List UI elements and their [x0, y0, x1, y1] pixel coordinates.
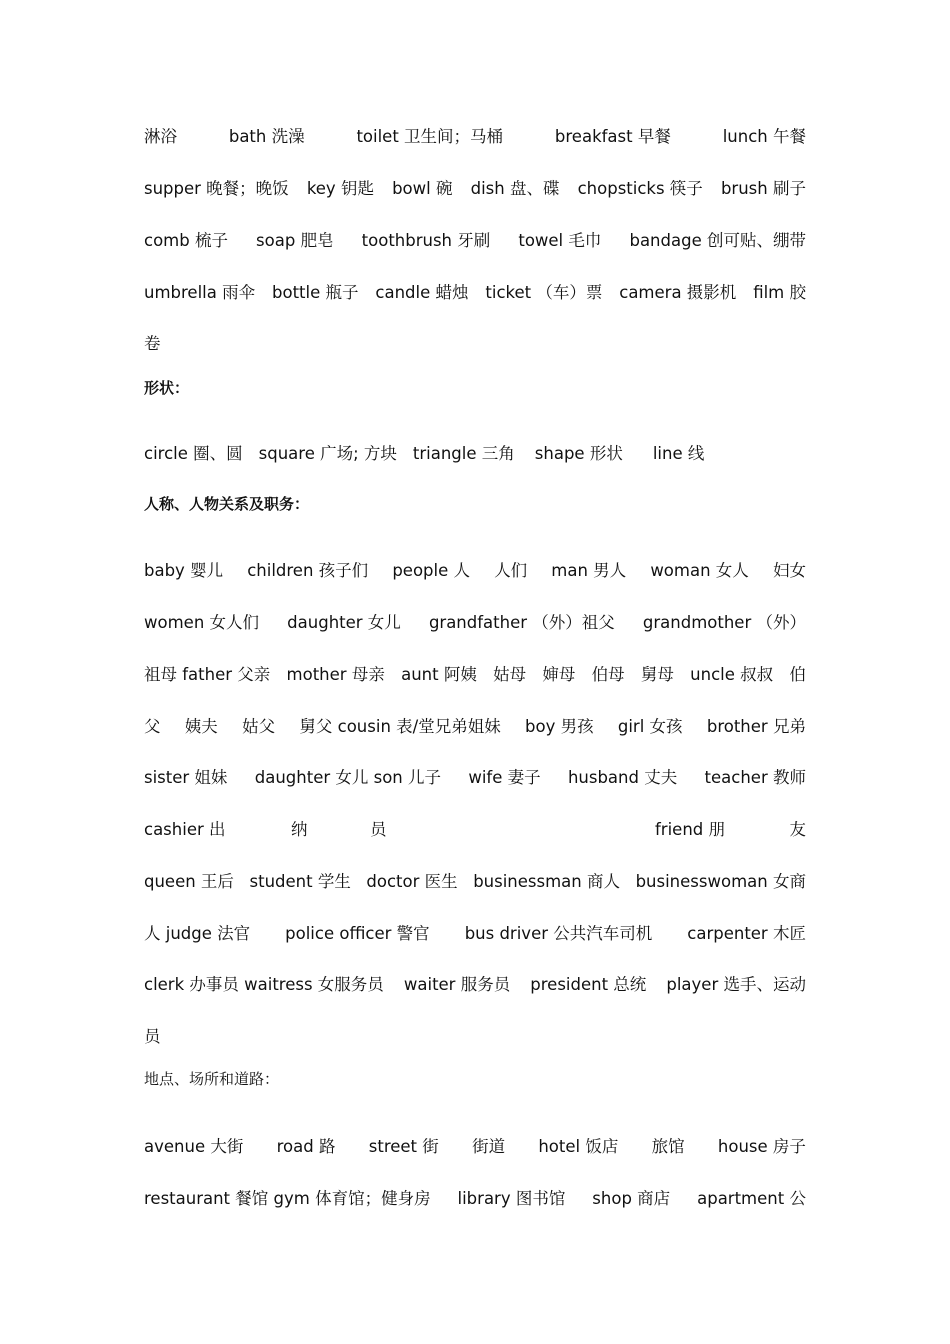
vocab-entry: student 学生 — [249, 872, 351, 891]
vocab-line — [144, 766, 806, 790]
vocab-line — [144, 870, 806, 894]
vocab-entry: key 钥匙 — [306, 179, 374, 198]
vocab-line — [144, 125, 806, 149]
vocab-entry: boy 男孩 — [525, 717, 594, 736]
vocab-entry: toilet 卫生间；马桶 — [356, 127, 504, 146]
vocab-entry: library 图书馆 — [457, 1189, 566, 1208]
vocab-entry: 伯 — [789, 665, 806, 684]
vocab-entry: 纳 — [291, 820, 308, 839]
vocab-entry: wife 妻子 — [468, 768, 541, 787]
vocab-entry: apartment 公 — [697, 1189, 806, 1208]
vocab-entry: bus driver 公共汽车司机 — [464, 924, 653, 943]
vocab-entry: brush 刷子 — [720, 179, 806, 198]
vocab-entry: bottle 瓶子 — [272, 283, 359, 302]
vocab-line — [144, 1187, 806, 1211]
vocab-entry: towel 毛巾 — [518, 231, 602, 250]
vocab-entry: shape 形状 — [534, 444, 623, 463]
vocab-entry: shop 商店 — [592, 1189, 671, 1208]
vocab-entry: queen 王后 — [144, 872, 234, 891]
vocab-entry: square 广场; 方块 — [258, 444, 397, 463]
vocab-entry: waiter 服务员 — [403, 975, 511, 994]
vocab-entry: 妇女 — [772, 561, 806, 580]
vocab-entry: sister 姐妹 — [144, 768, 228, 787]
vocab-entry: 舅母 — [640, 665, 674, 684]
vocab-entry: baby 婴儿 — [144, 561, 224, 580]
vocab-entry: player 选手、运动 — [666, 975, 806, 994]
vocab-entry: daughter 女儿 — [287, 613, 401, 632]
vocab-entry: bandage 创可贴、绷带 — [629, 231, 806, 250]
vocab-entry: 淋浴 — [144, 127, 177, 146]
vocab-line — [144, 442, 806, 466]
vocab-entry: 姑母 — [493, 665, 527, 684]
vocab-entry: dish 盘、碟 — [470, 179, 560, 198]
vocab-entry: 姑父 — [242, 717, 276, 736]
vocab-entry: street 街 — [368, 1137, 439, 1156]
vocab-entry: 人们 — [494, 561, 528, 580]
vocab-entry: grandmother （外） — [642, 613, 806, 632]
vocab-entry: man 男人 — [551, 561, 627, 580]
vocab-entry: 卷 — [144, 334, 161, 353]
vocab-entry: teacher 教师 — [704, 768, 806, 787]
vocab-entry: children 孩子们 — [247, 561, 369, 580]
vocab-entry: breakfast 早餐 — [554, 127, 671, 146]
section-heading-shapes: 形状： — [144, 379, 190, 397]
vocab-line — [144, 1025, 806, 1049]
vocab-entry: mother 母亲 — [286, 665, 385, 684]
vocab-entry: brother 兄弟 — [706, 717, 806, 736]
vocab-line — [144, 177, 806, 201]
vocab-entry: soap 肥皂 — [256, 231, 334, 250]
vocab-line — [144, 715, 806, 739]
vocab-line — [144, 332, 806, 356]
vocab-line — [144, 281, 806, 305]
vocab-entry: hotel 饭店 — [538, 1137, 619, 1156]
vocab-entry: doctor 医生 — [366, 872, 458, 891]
vocab-entry: 街道 — [472, 1137, 506, 1156]
vocab-line — [144, 818, 806, 842]
vocab-line — [144, 973, 806, 997]
vocab-line — [144, 229, 806, 253]
vocab-entry: 人 judge 法官 — [144, 924, 251, 943]
vocab-line — [144, 559, 806, 583]
vocab-entry: house 房子 — [717, 1137, 806, 1156]
vocab-entry: women 女人们 — [144, 613, 260, 632]
vocab-entry: ticket （车）票 — [485, 283, 603, 302]
vocab-entry: aunt 阿姨 — [401, 665, 477, 684]
vocab-entry: restaurant 餐馆 gym 体育馆；健身房 — [144, 1189, 431, 1208]
vocab-line — [144, 663, 806, 687]
vocab-entry: friend 朋 — [655, 820, 726, 839]
vocab-entry: 父 — [144, 717, 161, 736]
vocab-entry: camera 摄影机 — [619, 283, 737, 302]
vocab-entry: woman 女人 — [650, 561, 749, 580]
section-heading-places: 地点、场所和道路： — [144, 1070, 280, 1088]
vocab-entry: triangle 三角 — [412, 444, 515, 463]
vocab-entry: girl 女孩 — [617, 717, 683, 736]
vocab-entry: carpenter 木匠 — [687, 924, 806, 943]
vocab-entry: businesswoman 女商 — [635, 872, 806, 891]
vocab-entry: circle 圈、圆 — [144, 444, 243, 463]
vocab-entry: candle 蜡烛 — [375, 283, 469, 302]
vocab-entry: line 线 — [652, 444, 705, 463]
vocab-entry: umbrella 雨伞 — [144, 283, 256, 302]
vocab-entry: businessman 商人 — [473, 872, 620, 891]
vocab-entry: chopsticks 筷子 — [577, 179, 703, 198]
vocab-entry: 婶母 — [542, 665, 576, 684]
vocab-entry: film 胶 — [753, 283, 806, 302]
vocab-entry: cashier 出 — [144, 820, 226, 839]
vocab-entry: lunch 午餐 — [722, 127, 806, 146]
vocab-entry: uncle 叔叔 — [690, 665, 774, 684]
vocab-line — [144, 1135, 806, 1159]
vocab-entry: police officer 警官 — [285, 924, 430, 943]
vocab-entry: 员 — [370, 820, 387, 839]
vocab-entry: toothbrush 牙刷 — [361, 231, 491, 250]
vocab-entry: daughter 女儿 son 儿子 — [254, 768, 442, 787]
vocab-entry: supper 晚餐；晚饭 — [144, 179, 289, 198]
vocab-entry: people 人 — [392, 561, 470, 580]
vocab-entry: grandfather （外）祖父 — [428, 613, 615, 632]
vocab-entry: 旅馆 — [651, 1137, 685, 1156]
vocab-line — [144, 611, 806, 635]
vocab-entry: 员 — [144, 1027, 161, 1046]
vocab-entry: bowl 碗 — [392, 179, 453, 198]
vocab-entry: 祖母 father 父亲 — [144, 665, 271, 684]
vocab-entry: 友 — [789, 820, 806, 839]
vocab-entry: 舅父 cousin 表/堂兄弟姐妹 — [299, 717, 501, 736]
vocab-entry: comb 梳子 — [144, 231, 228, 250]
vocab-entry: 姨夫 — [184, 717, 218, 736]
vocab-entry: avenue 大街 — [144, 1137, 244, 1156]
vocab-entry: 伯母 — [591, 665, 625, 684]
vocab-entry: president 总统 — [530, 975, 647, 994]
vocab-entry: road 路 — [276, 1137, 336, 1156]
vocab-entry: clerk 办事员 waitress 女服务员 — [144, 975, 384, 994]
vocab-entry: husband 丈夫 — [567, 768, 678, 787]
vocab-line — [144, 922, 806, 946]
section-heading-people: 人称、人物关系及职务： — [144, 495, 310, 513]
vocab-entry: bath 洗澡 — [228, 127, 305, 146]
